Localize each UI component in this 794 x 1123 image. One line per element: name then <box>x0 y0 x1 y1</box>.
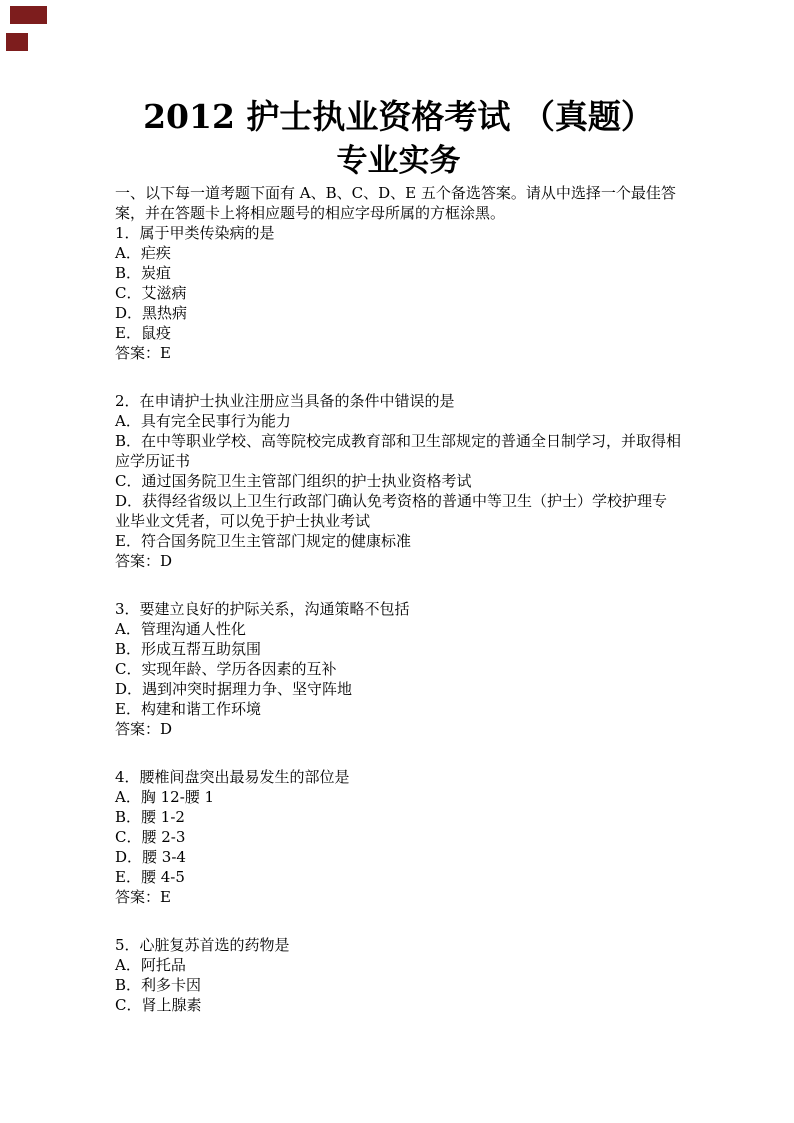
option-c: C．实现年龄、学历各因素的互补 <box>115 660 337 678</box>
option-a: A．疟疾 <box>115 244 171 262</box>
option-d: D．遇到冲突时据理力争、坚守阵地 <box>115 680 353 698</box>
answer-line: 答案：D <box>115 552 173 570</box>
option-e: E．构建和谐工作环境 <box>115 700 261 718</box>
option-b: B．炭疽 <box>115 264 172 282</box>
red-corner-mark-2 <box>6 33 28 51</box>
option-a: A．胸 12-腰 1 <box>115 788 215 806</box>
question-stem: 5．心脏复苏首选的药物是 <box>115 936 290 954</box>
option-e: E．腰 4-5 <box>115 868 185 886</box>
page-subtitle: 专业实务 <box>336 143 461 179</box>
question-stem: 1．属于甲类传染病的是 <box>115 224 275 242</box>
option-b: B．腰 1-2 <box>115 808 185 826</box>
question-3 <box>115 599 682 739</box>
option-c: C．腰 2-3 <box>115 828 186 846</box>
option-a: A．管理沟通人性化 <box>115 620 246 638</box>
option-a: A．具有完全民事行为能力 <box>115 412 291 430</box>
option-a: A．阿托品 <box>115 956 186 974</box>
option-b: B．形成互帮互助氛围 <box>115 640 262 658</box>
option-e: E．符合国务院卫生主管部门规定的健康标准 <box>115 532 411 550</box>
answer-line: 答案：E <box>115 888 171 906</box>
option-b: B．在中等职业学校、高等院校完成教育部和卫生部规定的普通全日制学习，并取得相应学历证书 <box>115 432 682 470</box>
option-c: C．艾滋病 <box>115 284 187 302</box>
question-stem: 3．要建立良好的护际关系，沟通策略不包括 <box>115 600 410 618</box>
question-stem: 4．腰椎间盘突出最易发生的部位是 <box>115 768 350 786</box>
question-4 <box>115 767 682 907</box>
question-stem: 2．在申请护士执业注册应当具备的条件中错误的是 <box>115 392 455 410</box>
question-2 <box>115 391 682 571</box>
question-1 <box>115 223 682 363</box>
document-body <box>115 183 682 1015</box>
answer-line: 答案：D <box>115 720 173 738</box>
option-c: C．肾上腺素 <box>115 996 202 1014</box>
section-intro: 一、以下每一道考题下面有 A、B、C、D、E 五个备选答案。请从中选择一个最佳答案，并在答题卡上将相应题号的相应字母所属的方框涂黑。 <box>115 184 676 222</box>
option-e: E．鼠疫 <box>115 324 171 342</box>
question-5 <box>115 935 682 1015</box>
option-d: D．黑热病 <box>115 304 188 322</box>
answer-line: 答案：E <box>115 344 171 362</box>
option-d: D．腰 3-4 <box>115 848 186 866</box>
option-d: D．获得经省级以上卫生行政部门确认免考资格的普通中等卫生（护士）学校护理专业毕业文凭者，可以免于护士执业考试 <box>115 492 668 530</box>
page-title: 2012 护士执业资格考试 （真题） <box>143 97 654 136</box>
option-c: C．通过国务院卫生主管部门组织的护士执业资格考试 <box>115 472 472 490</box>
option-b: B．利多卡因 <box>115 976 202 994</box>
red-corner-mark-1 <box>10 6 47 24</box>
